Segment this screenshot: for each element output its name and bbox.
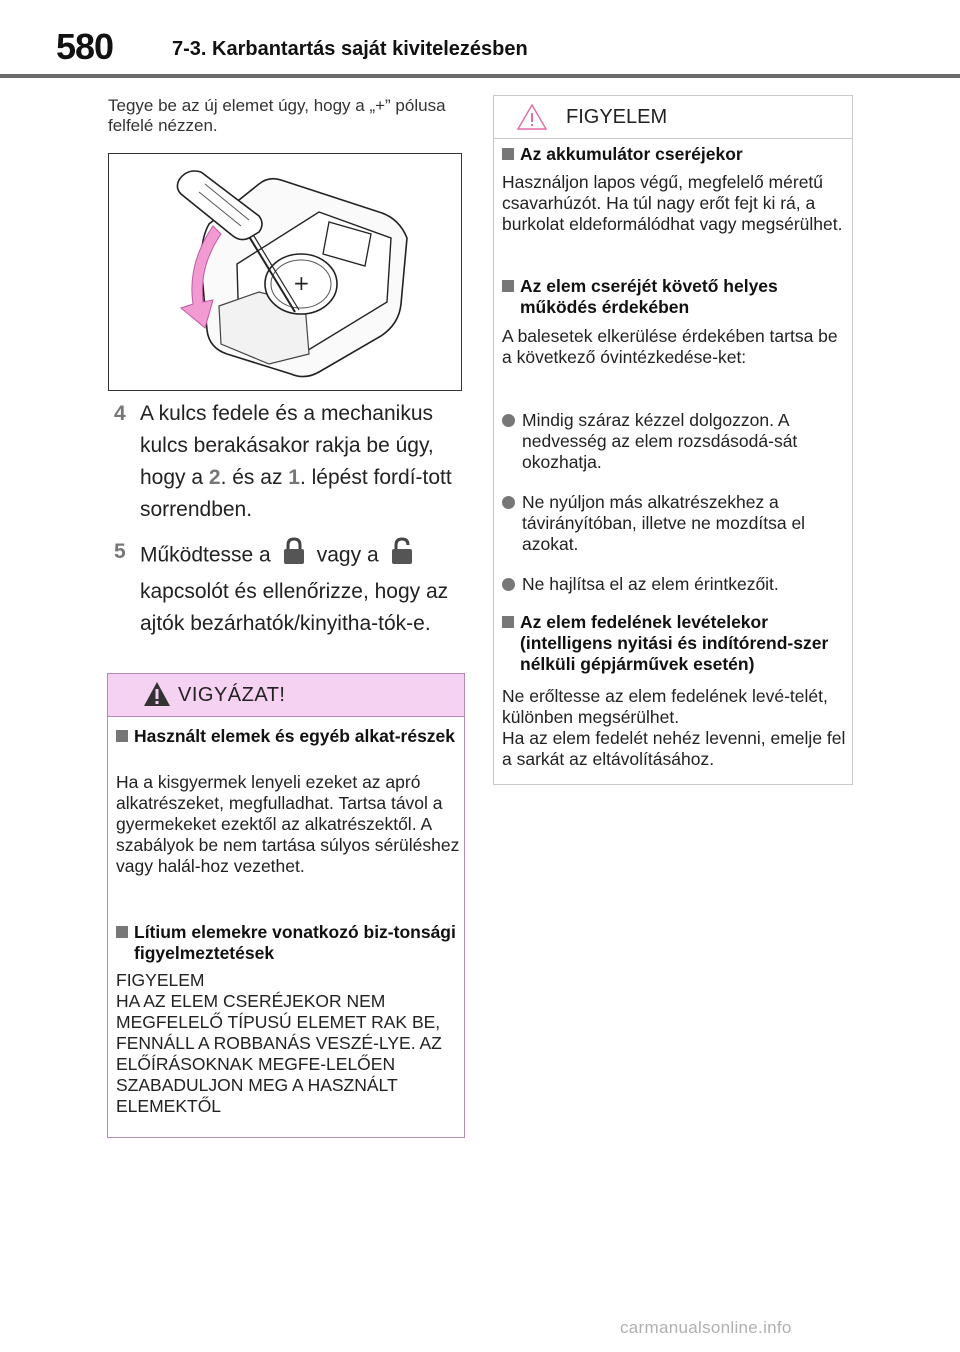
step-text-part: . lépést fordí-tott sorrendben. xyxy=(140,466,452,521)
bullet-text: Mindig száraz kézzel dolgozzon. A nedvesség az elem rozsdásodá-sát okozhatja. xyxy=(522,410,798,472)
section-title: 7-3. Karbantartás saját kivitelezésben xyxy=(172,38,528,60)
step-ref-2: 2 xyxy=(208,466,221,489)
subheading-text: Használt elemek és egyéb alkat-részek xyxy=(134,726,456,746)
page-header xyxy=(0,0,960,78)
step-text-part: kapcsolót és ellenőrizze, hogy az ajtók bezárhatók/kinyitha-tók-e. xyxy=(140,580,449,635)
caution-subheading xyxy=(116,726,462,747)
intro-text: Tegye be az új elemet úgy, hogy a „+” pólusa felfelé nézzen. xyxy=(108,96,446,135)
warning-filled-icon xyxy=(142,680,172,713)
notice-paragraph: Ne erőltesse az elem fedelének levé-telét, különben megsérülhet. Ha az elem fedelét nehéz levenni, emelje fel a sarkát az eltávolításához. xyxy=(502,686,846,769)
notice-header xyxy=(494,96,852,139)
battery-replacement-illustration xyxy=(108,153,462,391)
step-text-part: vagy a xyxy=(316,543,379,567)
caution-panel xyxy=(107,673,465,1138)
step-text-part: . és az xyxy=(220,466,289,489)
caution-paragraph: Ha a kisgyermek lenyeli ezeket az apró alkatrészeket, megfulladhat. Tartsa távol a gyermekeket ezektől az alkatrészektől. A szabályok be nem tartása súlyos sérüléshez vagy halál-hoz vezethet. xyxy=(116,772,460,876)
subheading-text: Lítium elemekre vonatkozó biz-tonsági figyelmeztetések xyxy=(134,922,456,963)
round-bullet-icon xyxy=(502,414,515,427)
notice-paragraph: A balesetek elkerülése érdekében tartsa be a következő óvintézkedése-ket: xyxy=(502,326,838,367)
warning-outline-icon xyxy=(516,102,548,137)
step-text xyxy=(140,536,480,640)
header-rule xyxy=(0,74,960,78)
round-bullet-icon xyxy=(502,496,515,509)
notice-subheading xyxy=(502,276,848,318)
notice-panel xyxy=(493,95,853,785)
step-text-part: Működtesse a xyxy=(140,543,271,567)
battery-plus-sign: + xyxy=(293,271,310,295)
key-fob-illustration xyxy=(109,154,461,390)
subheading-text: Az elem fedelének levételekor (intelligens nyitási és indítórend-szer nélküli gépjárművek esetén) xyxy=(520,612,829,674)
bullet-text: Ne nyúljon más alkatrészekhez a távirányítóban, illetve ne mozdítsa el azokat. xyxy=(522,492,806,554)
step-text-part: A kulcs fedele és a mechanikus kulcs berakásakor rakja be úgy, hogy a xyxy=(140,402,434,489)
square-bullet-icon xyxy=(502,280,514,292)
square-bullet-icon xyxy=(116,926,128,938)
caution-header xyxy=(108,674,464,717)
notice-bullet xyxy=(502,410,848,473)
bullet-text: Ne hajlítsa el az elem érintkezőit. xyxy=(522,574,779,594)
subheading-text: Az akkumulátor cseréjekor xyxy=(520,144,743,164)
notice-bullet xyxy=(502,492,848,555)
square-bullet-icon xyxy=(116,730,128,742)
watermark: carmanualsonline.info xyxy=(620,1318,792,1337)
notice-subheading xyxy=(502,144,848,165)
notice-paragraph: Használjon lapos végű, megfelelő méretű csavarhúzót. Ha túl nagy erőt fejt ki rá, a burkolat eldeformálódhat vagy megsérülhet. xyxy=(502,172,843,234)
step-number: 5 xyxy=(114,540,126,563)
round-bullet-icon xyxy=(502,578,515,591)
notice-subheading xyxy=(502,612,848,675)
step-number: 4 xyxy=(114,402,126,425)
subheading-text: Az elem cseréjét követő helyes működés érdekében xyxy=(520,276,778,317)
page-number: 580 xyxy=(56,26,114,67)
caution-paragraph: FIGYELEM HA AZ ELEM CSERÉJEKOR NEM MEGFELELŐ TÍPUSÚ ELEMET RAK BE, FENNÁLL A ROBBANÁS VESZÉ-LYE. AZ ELŐÍRÁSOKNAK MEGFE-LELŐEN SZABADULJON MEG A HASZNÁLT ELEMEKTŐL xyxy=(116,970,442,1116)
step-text xyxy=(140,398,480,526)
caution-subheading xyxy=(116,922,462,964)
step-ref-1: 1 xyxy=(288,466,300,489)
notice-title: FIGYELEM xyxy=(566,106,668,128)
notice-bullet xyxy=(502,574,848,595)
lock-icon xyxy=(281,536,307,576)
square-bullet-icon xyxy=(502,148,514,160)
caution-title: VIGYÁZAT! xyxy=(178,684,286,706)
unlock-icon xyxy=(389,536,415,576)
square-bullet-icon xyxy=(502,616,514,628)
